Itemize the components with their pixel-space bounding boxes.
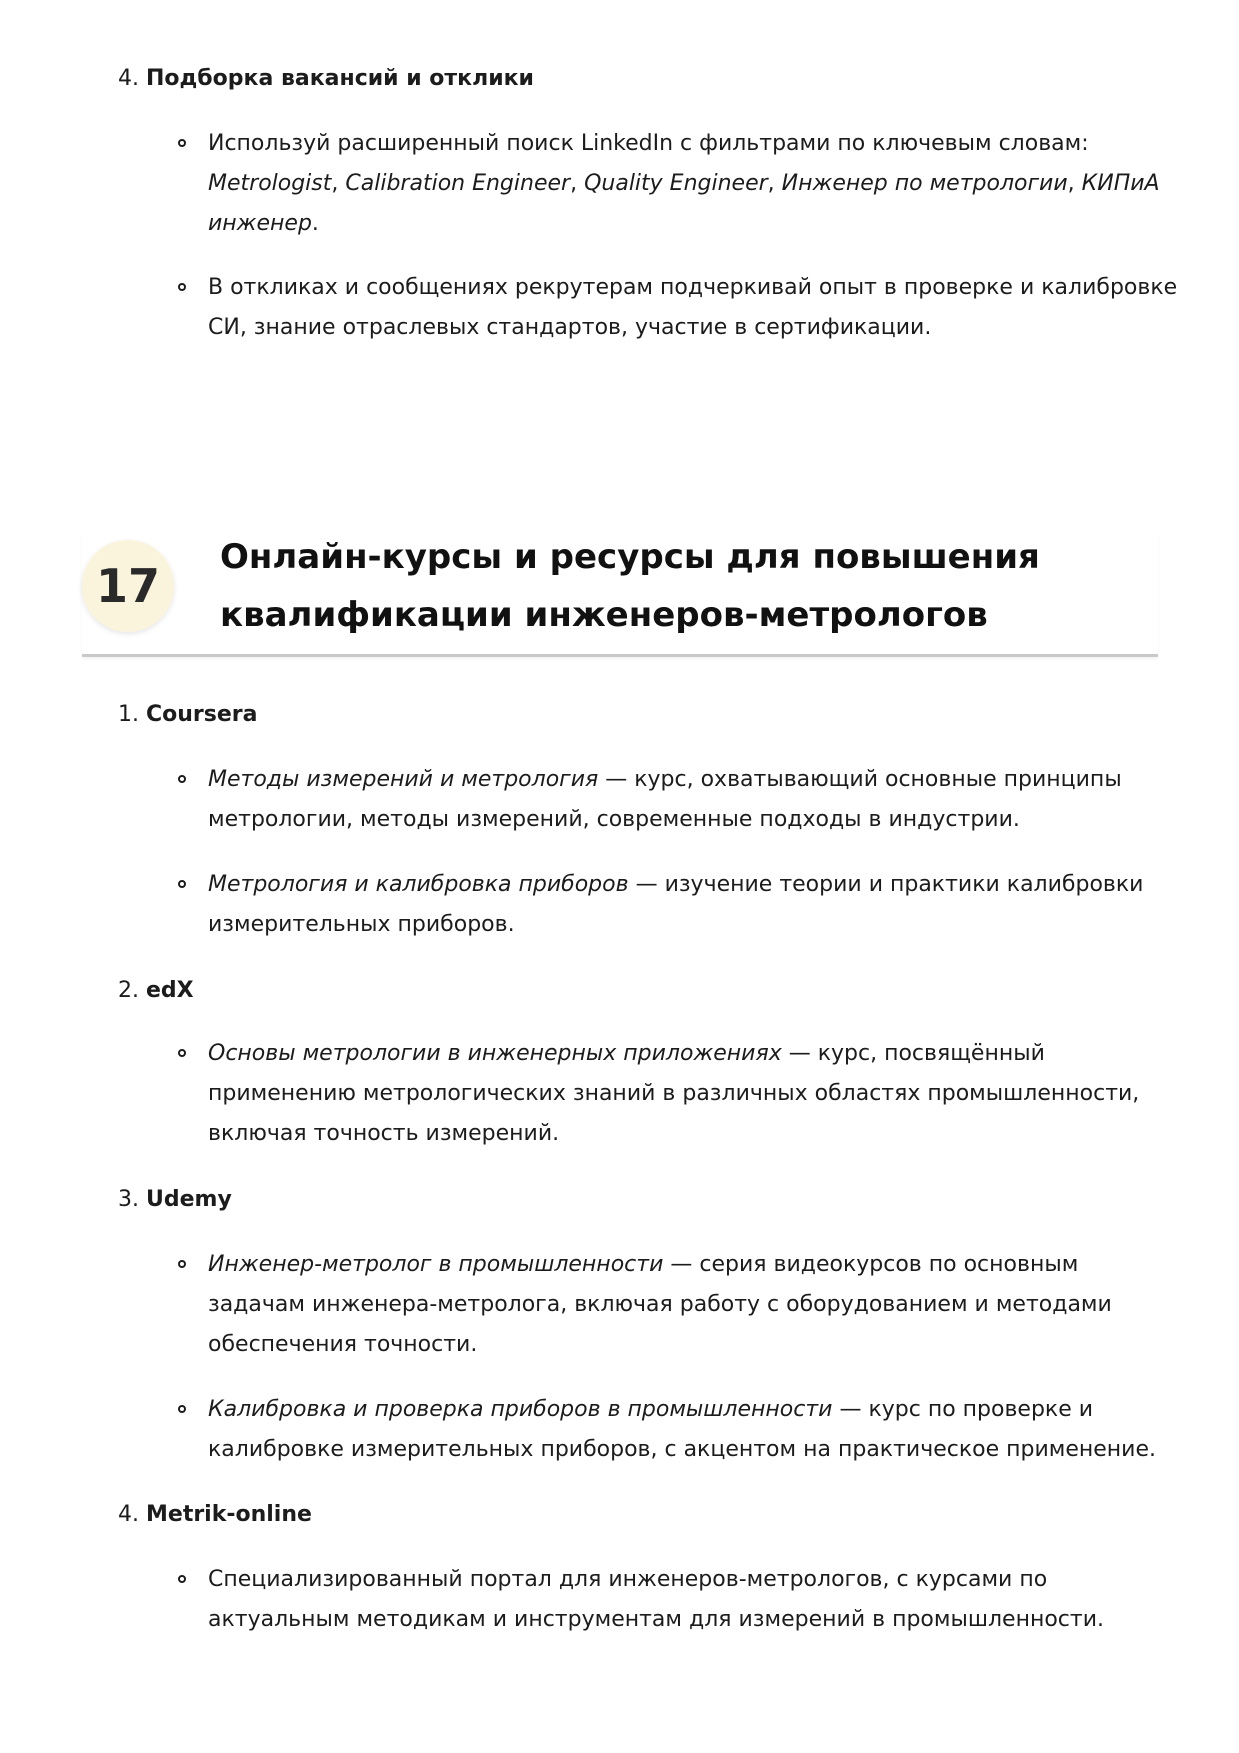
section-title-line: квалификации инженеров-метрологов [220,595,988,635]
bullet-recruiter-messages [208,268,1178,348]
list-item-title: edX [146,978,194,1003]
list-number: 3. [118,1187,139,1212]
separator: , [331,171,346,196]
bullet-course [208,1034,1178,1154]
list-item-title: Подборка вакансий и отклики [146,66,534,91]
section-title-line: Онлайн-курсы и ресурсы для повышения [220,537,1040,577]
section-title [220,528,1140,644]
bullet-portal [208,1560,1178,1640]
separator: , [1067,171,1082,196]
course-name: Методы измерений и метрология [208,767,599,792]
list-number: 2. [118,978,139,1003]
bullet-text: В откликах и сообщениях рекрутерам подчеркивай опыт в проверке и калибровке СИ, знание отраслевых стандартов, участие в сертификации. [208,275,1178,340]
keyword: Metrologist [208,171,332,196]
course-description: — серия видеокурсов по основным задачам инженера-метролога, включая работу с оборудованием и методами обеспечения точности. [208,1252,1112,1357]
list-number: 4. [118,66,139,91]
course-name: Инженер-метролог в промышленности [208,1252,664,1277]
list-item-title: Coursera [146,702,258,727]
keyword: КИПиА инженер [208,171,1160,236]
bullet-text: Специализированный портал для инженеров-метрологов, с курсами по актуальным методикам и инструментам для измерений в промышленности. [208,1567,1104,1632]
section-number-badge: 17 [82,540,174,632]
separator: , [767,171,782,196]
bullet-circle-icon [178,775,186,783]
bullet-course [208,760,1178,840]
bullet-circle-icon [178,1405,186,1413]
bullet-course [208,865,1178,945]
list-item-udemy [118,1185,232,1215]
list-number: 1. [118,702,139,727]
course-name: Калибровка и проверка приборов в промышленности [208,1397,833,1422]
keyword: Calibration Engineer [345,171,571,196]
bullet-circle-icon [178,283,186,291]
bullet-course [208,1390,1178,1470]
bullet-linkedin-search [208,124,1178,244]
list-number: 4. [118,1502,139,1527]
bullet-circle-icon [178,880,186,888]
bullet-circle-icon [178,1049,186,1057]
course-description: — курс, охватывающий основные принципы метрологии, методы измерений, современные подходы в индустрии. [208,767,1122,832]
course-description: — курс, посвящённый применению метрологических знаний в различных областях промышленности, включая точность измерений. [208,1041,1140,1146]
course-description: — курс по проверке и калибровке измерительных приборов, с акцентом на практическое применение. [208,1397,1157,1462]
list-item-job-search [118,64,534,94]
keyword: Инженер по метрологии [781,171,1068,196]
course-name: Метрология и калибровка приборов [208,872,629,897]
bullet-circle-icon [178,139,186,147]
list-item-metrik-online [118,1500,312,1530]
bullet-circle-icon [178,1575,186,1583]
list-item-edx [118,976,194,1006]
list-item-title: Udemy [146,1187,232,1212]
list-item-title: Metrik-online [146,1502,312,1527]
bullet-course [208,1245,1178,1365]
course-description: — изучение теории и практики калибровки измерительных приборов. [208,872,1144,937]
keyword: Quality Engineer [584,171,768,196]
course-name: Основы метрологии в инженерных приложениях [208,1041,782,1066]
bullet-circle-icon [178,1260,186,1268]
list-item-coursera [118,700,257,730]
bullet-text: Используй расширенный поиск LinkedIn с фильтрами по ключевым словам: [208,131,1089,156]
separator: , [570,171,585,196]
bullet-end: . [311,211,319,236]
